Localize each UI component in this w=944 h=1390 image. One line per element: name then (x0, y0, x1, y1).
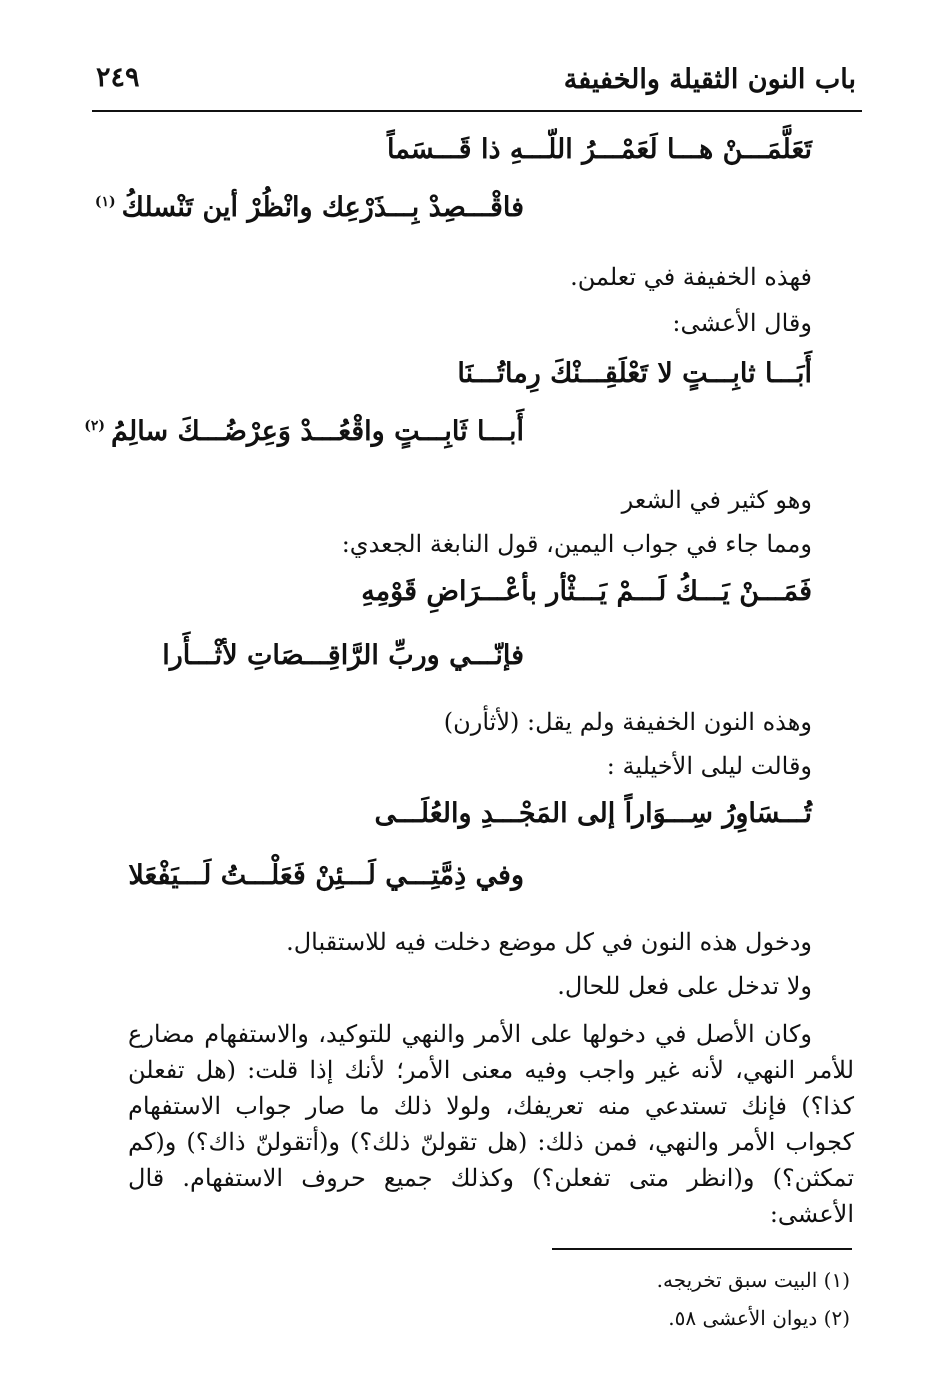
verse-line: تَعَلَّمَـــنْ هـــا لَعَمْـــرُ اللّـــهِ ذا قَـــسَماً (386, 134, 812, 165)
verse-line: فَمَـــنْ يَـــكُ لَـــمْ يَـــثْأر بأعْـــرَاضِ قَوْمِهِ (361, 576, 812, 607)
footnote-ref: (٢) (84, 418, 106, 434)
header-divider (92, 110, 862, 112)
text-line: ومما جاء في جواب اليمين، قول النابغة الجعدي: (341, 530, 812, 558)
footnote-divider (552, 1248, 852, 1250)
text-line: وقالت ليلى الأخيلية : (606, 752, 812, 780)
chapter-title: باب النون الثقيلة والخفيفة (563, 64, 856, 95)
footnote-ref: (١) (94, 194, 116, 210)
verse-line: تُـــسَاوِرُ سِـــوَاراً إلى المَجْـــدِ والعُلَـــى (374, 798, 812, 829)
verse-line (95, 192, 524, 224)
text-line: ودخول هذه النون في كل موضع دخلت فيه للاستقبال. (286, 928, 812, 956)
text-line: وقال الأعشى: (672, 309, 812, 337)
verse-line (84, 416, 524, 448)
verse-line: أَبَـــا ثابِـــتٍ لا تَعْلَقِـــنْكَ رِماتُـــنَا (457, 358, 812, 389)
footnote-1: (١) البيت سبق تخريجه. (656, 1268, 850, 1292)
footnote-2: (٢) ديوان الأعشى ٥٨. (668, 1306, 850, 1330)
page-number: ٢٤٩ (96, 62, 140, 93)
text-line: وهو كثير في الشعر (621, 486, 812, 514)
verse-text: فاقْـــصِدْ بِـــذَرْعِك وانْظُرْ أين تَنْسلكُ (121, 192, 524, 223)
text-line: وهذه النون الخفيفة ولم يقل: (لأثأرن) (443, 708, 812, 736)
paragraph-text: وكان الأصل في دخولها على الأمر والنهي للتوكيد، والاستفهام مضارع للأمر النهي، لأنه غير واجب وفيه معنى الأمر؛ لأنك إذا قلت: (هل تفعلن كذا؟) فإنك تستدعي منه تعريفك، ولولا ذلك ما صار جواب الاستفهام كجواب الأمر والنهي، فمن ذلك: (هل تقولنّ ذلك؟) و(أتقولنّ ذاك؟) و(كم تمكثن؟) و(انظر متى تفعلن؟) وكذلك جميع حروف الاستفهام. قال الأعشى: (128, 1020, 854, 1228)
text-line: فهذه الخفيفة في تعلمن. (570, 263, 812, 291)
text-line: ولا تدخل على فعل للحال. (557, 972, 812, 1000)
verse-line: فإنّـــي وربِّ الرَّاقِـــصَاتِ لأثْـــأَرا (162, 640, 524, 671)
verse-line: وفي ذِمَّتِـــي لَـــئِنْ فَعَلْـــتُ لَـــيَفْعَلا (128, 860, 524, 891)
body-paragraph (128, 1016, 854, 1232)
verse-text: أَبـــا ثَابِـــتٍ واقْعُـــدْ وَعِرْضُـــكَ سالِمُ (111, 416, 524, 447)
